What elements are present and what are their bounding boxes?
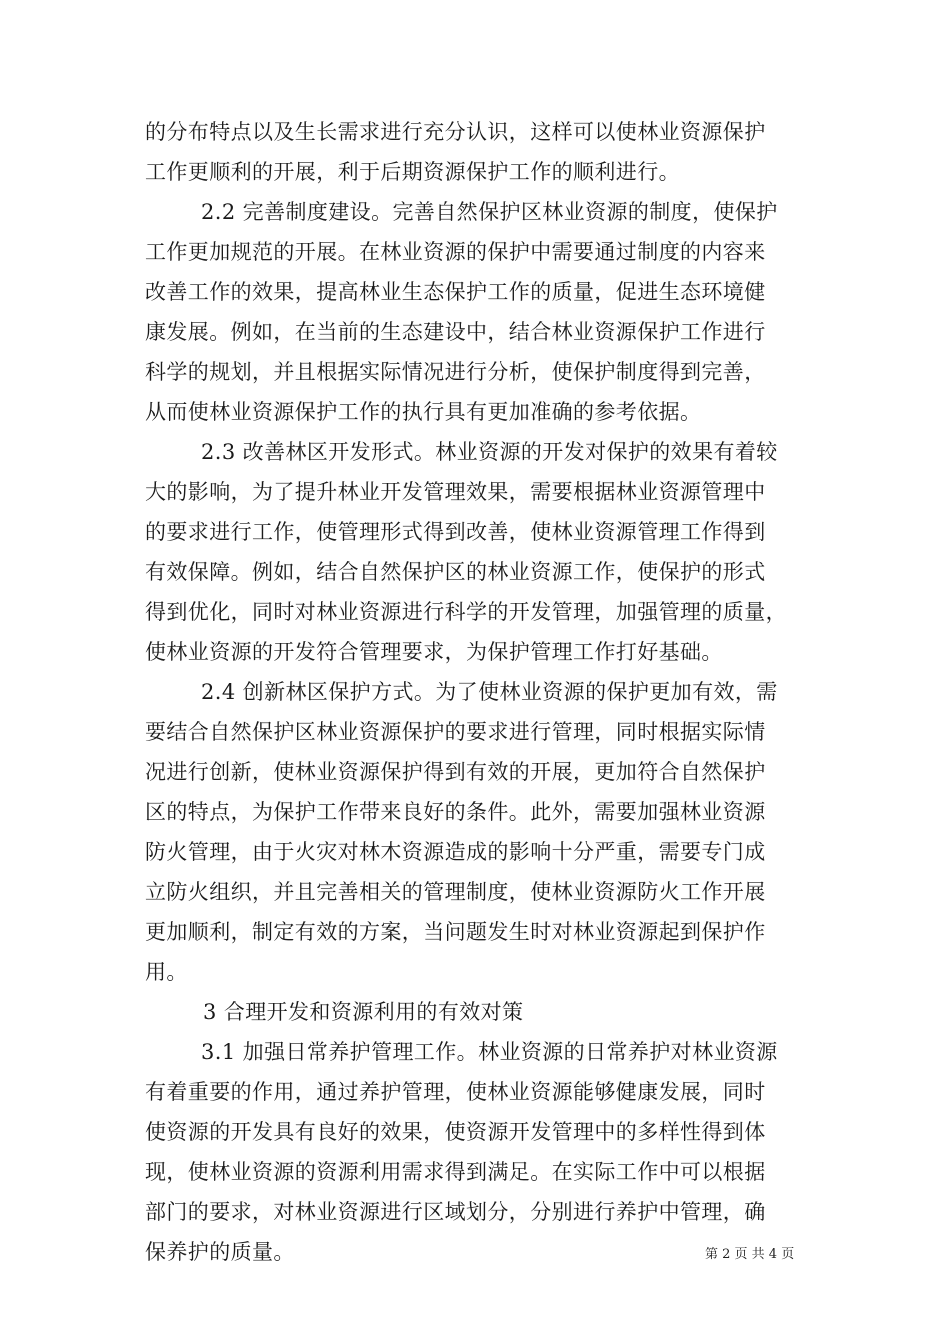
document-body: [145, 112, 815, 1272]
text-line: 用。: [145, 960, 188, 984]
text-line: 要结合自然保护区林业资源保护的要求进行管理，同时根据实际情: [145, 720, 766, 744]
text-line: 现，使林业资源的资源利用需求得到满足。在实际工作中可以根据: [145, 1160, 766, 1184]
text-line: 从而使林业资源保护工作的执行具有更加准确的参考依据。: [145, 400, 702, 424]
text-line: 康发展。例如，在当前的生态建设中，结合林业资源保护工作进行: [145, 320, 766, 344]
text-line: 有着重要的作用，通过养护管理，使林业资源能够健康发展，同时: [145, 1080, 766, 1104]
text-line: 的要求进行工作，使管理形式得到改善，使林业资源管理工作得到: [145, 520, 766, 544]
text-line: 更加顺利，制定有效的方案，当问题发生时对林业资源起到保护作: [145, 920, 766, 944]
text-line-paragraph-start: 2.4 创新林区保护方式。为了使林业资源的保护更加有效，需: [201, 680, 778, 704]
text-line: 使林业资源的开发符合管理要求，为保护管理工作打好基础。: [145, 640, 723, 664]
text-line: 大的影响，为了提升林业开发管理效果，需要根据林业资源管理中: [145, 480, 766, 504]
text-line: 保养护的质量。: [145, 1240, 295, 1264]
text-line: 立防火组织，并且完善相关的管理制度，使林业资源防火工作开展: [145, 880, 766, 904]
text-line: 工作更加规范的开展。在林业资源的保护中需要通过制度的内容来: [145, 240, 766, 264]
text-line-paragraph-start: 2.2 完善制度建设。完善自然保护区林业资源的制度，使保护: [201, 200, 778, 224]
text-line: 部门的要求，对林业资源进行区域划分，分别进行养护中管理，确: [145, 1200, 766, 1224]
text-line: 使资源的开发具有良好的效果，使资源开发管理中的多样性得到体: [145, 1120, 766, 1144]
text-line: 防火管理，由于火灾对林木资源造成的影响十分严重，需要专门成: [145, 840, 766, 864]
page-number-footer: 第 2 页 共 4 页: [705, 1247, 795, 1262]
text-line-paragraph-start: 2.3 改善林区开发形式。林业资源的开发对保护的效果有着较: [201, 440, 778, 464]
text-line: 工作更顺利的开展，利于后期资源保护工作的顺利进行。: [145, 160, 680, 184]
text-line: 得到优化，同时对林业资源进行科学的开发管理，加强管理的质量，: [145, 600, 787, 624]
text-line: 科学的规划，并且根据实际情况进行分析，使保护制度得到完善，: [145, 360, 766, 384]
text-line: 况进行创新，使林业资源保护得到有效的开展，更加符合自然保护: [145, 760, 766, 784]
text-line: 改善工作的效果，提高林业生态保护工作的质量，促进生态环境健: [145, 280, 766, 304]
text-line: 有效保障。例如，结合自然保护区的林业资源工作，使保护的形式: [145, 560, 766, 584]
section-heading: 3 合理开发和资源利用的有效对策: [203, 1000, 524, 1024]
text-line: 区的特点，为保护工作带来良好的条件。此外，需要加强林业资源: [145, 800, 766, 824]
text-line: 的分布特点以及生长需求进行充分认识，这样可以使林业资源保护: [145, 120, 766, 144]
text-line-paragraph-start: 3.1 加强日常养护管理工作。林业资源的日常养护对林业资源: [201, 1040, 778, 1064]
